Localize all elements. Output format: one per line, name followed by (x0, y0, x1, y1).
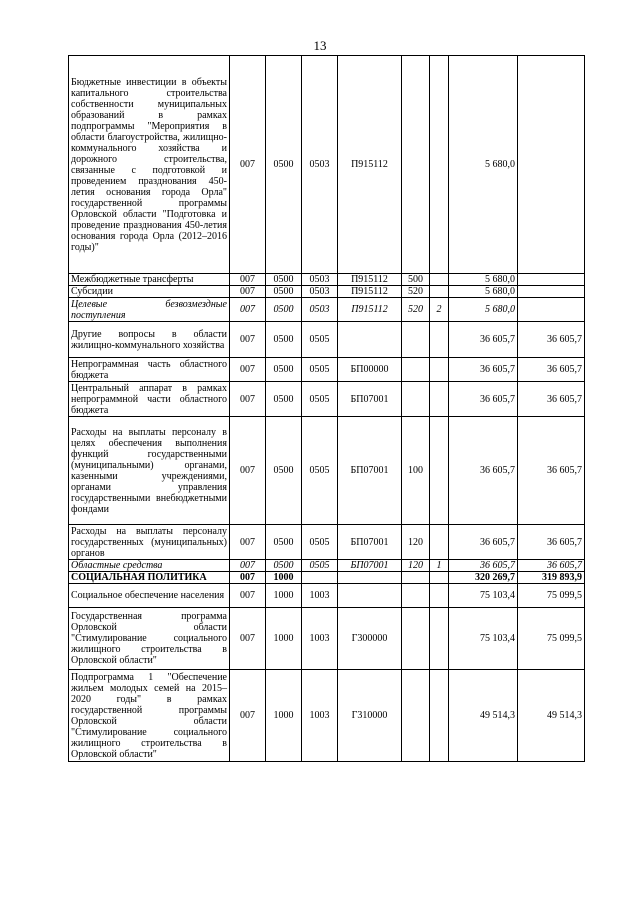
cell-target-article: БП07001 (338, 560, 402, 572)
cell-amount-actual: 36 605,7 (518, 525, 585, 560)
cell-expense-type: 520 (402, 286, 430, 298)
cell-expense-type: 120 (402, 560, 430, 572)
cell-grbs: 007 (230, 584, 266, 608)
cell-funding-source (430, 286, 449, 298)
cell-amount-plan: 320 269,7 (449, 572, 518, 584)
cell-razdel: 1000 (266, 608, 302, 670)
table-row (69, 274, 585, 286)
cell-podrazdel: 0505 (302, 358, 338, 382)
cell-amount-plan: 36 605,7 (449, 560, 518, 572)
cell-name: Субсидии (69, 286, 230, 298)
cell-razdel: 0500 (266, 56, 302, 274)
cell-podrazdel: 1003 (302, 584, 338, 608)
cell-amount-actual: 36 605,7 (518, 560, 585, 572)
cell-expense-type (402, 358, 430, 382)
cell-target-article: Г300000 (338, 608, 402, 670)
cell-target-article: БП00000 (338, 358, 402, 382)
cell-funding-source (430, 584, 449, 608)
cell-name: Подпрограмма 1 "Обеспечение жильем молодых семей на 2015–2020 годы" в рамках государственной программы Орловской области "Стимулирование социального жилищного строительства в Орловской области" (69, 670, 230, 762)
cell-funding-source (430, 608, 449, 670)
cell-expense-type: 520 (402, 298, 430, 322)
cell-funding-source (430, 382, 449, 417)
cell-name: Социальное обеспечение населения (69, 584, 230, 608)
table-row (69, 382, 585, 417)
cell-expense-type (402, 322, 430, 358)
cell-funding-source (430, 56, 449, 274)
cell-podrazdel: 0505 (302, 560, 338, 572)
cell-podrazdel: 0505 (302, 382, 338, 417)
cell-expense-type (402, 584, 430, 608)
table-row (69, 584, 585, 608)
cell-amount-actual (518, 286, 585, 298)
table-row (69, 572, 585, 584)
cell-funding-source (430, 322, 449, 358)
cell-razdel: 0500 (266, 286, 302, 298)
cell-amount-plan: 5 680,0 (449, 56, 518, 274)
cell-grbs: 007 (230, 358, 266, 382)
cell-podrazdel (302, 572, 338, 584)
cell-expense-type: 500 (402, 274, 430, 286)
cell-razdel: 0500 (266, 274, 302, 286)
cell-expense-type (402, 572, 430, 584)
cell-target-article (338, 572, 402, 584)
cell-amount-plan: 5 680,0 (449, 286, 518, 298)
cell-expense-type (402, 608, 430, 670)
cell-amount-plan: 5 680,0 (449, 298, 518, 322)
cell-name: Непрограммная часть областного бюджета (69, 358, 230, 382)
cell-target-article: П915112 (338, 286, 402, 298)
table-body (69, 56, 585, 762)
table-row (69, 56, 585, 274)
cell-grbs: 007 (230, 286, 266, 298)
cell-amount-actual: 36 605,7 (518, 322, 585, 358)
cell-funding-source (430, 572, 449, 584)
cell-name: Целевые безвозмездные поступления (69, 298, 230, 322)
table-row (69, 358, 585, 382)
cell-expense-type (402, 56, 430, 274)
cell-podrazdel: 0503 (302, 298, 338, 322)
table-row (69, 322, 585, 358)
table-row (69, 417, 585, 525)
cell-target-article: БП07001 (338, 417, 402, 525)
cell-name: Государственная программа Орловской области "Стимулирование социального жилищного строительства в Орловской области" (69, 608, 230, 670)
table-row (69, 560, 585, 572)
cell-funding-source (430, 525, 449, 560)
cell-razdel: 0500 (266, 322, 302, 358)
cell-grbs: 007 (230, 572, 266, 584)
cell-funding-source (430, 670, 449, 762)
cell-expense-type (402, 382, 430, 417)
cell-amount-plan: 36 605,7 (449, 382, 518, 417)
cell-amount-plan: 36 605,7 (449, 358, 518, 382)
cell-funding-source: 2 (430, 298, 449, 322)
cell-name: Бюджетные инвестиции в объекты капитального строительства собственности муниципальных образований в рамках подпрограммы "Мероприятия в области благоустройства, жилищно-коммунального хозяйства и дорожного строительства, связанные с подготовкой и проведением празднования 450-летия основания города Орла" государственной программы Орловской области "Подготовка и проведение празднования 450-летия основания города Орла (2012–2016 годы)" (69, 56, 230, 274)
cell-grbs: 007 (230, 274, 266, 286)
cell-amount-actual: 75 099,5 (518, 584, 585, 608)
table-row (69, 286, 585, 298)
cell-amount-actual (518, 56, 585, 274)
cell-podrazdel: 1003 (302, 608, 338, 670)
cell-target-article: П915112 (338, 274, 402, 286)
table-row (69, 525, 585, 560)
table-row (69, 608, 585, 670)
table-row (69, 670, 585, 762)
cell-podrazdel: 0505 (302, 417, 338, 525)
cell-podrazdel: 0503 (302, 56, 338, 274)
cell-name: Центральный аппарат в рамках непрограммной части областного бюджета (69, 382, 230, 417)
cell-target-article: БП07001 (338, 382, 402, 417)
cell-grbs: 007 (230, 608, 266, 670)
cell-podrazdel: 1003 (302, 670, 338, 762)
cell-name: Областные средства (69, 560, 230, 572)
cell-razdel: 0500 (266, 298, 302, 322)
cell-name: СОЦИАЛЬНАЯ ПОЛИТИКА (69, 572, 230, 584)
cell-podrazdel: 0503 (302, 274, 338, 286)
cell-funding-source (430, 417, 449, 525)
cell-amount-actual: 49 514,3 (518, 670, 585, 762)
cell-podrazdel: 0505 (302, 322, 338, 358)
page-number: 13 (313, 38, 327, 53)
cell-podrazdel: 0503 (302, 286, 338, 298)
cell-amount-actual: 319 893,9 (518, 572, 585, 584)
cell-target-article: БП07001 (338, 525, 402, 560)
cell-amount-actual (518, 274, 585, 286)
cell-amount-plan: 75 103,4 (449, 608, 518, 670)
cell-name: Расходы на выплаты персоналу государственных (муниципальных) органов (69, 525, 230, 560)
cell-razdel: 0500 (266, 358, 302, 382)
cell-grbs: 007 (230, 298, 266, 322)
cell-razdel: 0500 (266, 560, 302, 572)
cell-razdel: 0500 (266, 525, 302, 560)
cell-expense-type: 120 (402, 525, 430, 560)
cell-amount-actual: 36 605,7 (518, 382, 585, 417)
cell-amount-actual (518, 298, 585, 322)
cell-target-article (338, 322, 402, 358)
cell-funding-source (430, 358, 449, 382)
cell-target-article (338, 584, 402, 608)
cell-name: Расходы на выплаты персоналу в целях обеспечения выполнения функций государственными (муниципальными) органами, казенными учреждениями, органами управления государственными внебюджетными фондами (69, 417, 230, 525)
cell-razdel: 0500 (266, 417, 302, 525)
cell-target-article: П915112 (338, 56, 402, 274)
cell-name: Межбюджетные трансферты (69, 274, 230, 286)
cell-amount-actual: 36 605,7 (518, 358, 585, 382)
cell-grbs: 007 (230, 322, 266, 358)
cell-amount-plan: 49 514,3 (449, 670, 518, 762)
cell-amount-plan: 36 605,7 (449, 322, 518, 358)
cell-target-article: Г310000 (338, 670, 402, 762)
cell-name: Другие вопросы в области жилищно-коммунального хозяйства (69, 322, 230, 358)
cell-expense-type: 100 (402, 417, 430, 525)
cell-grbs: 007 (230, 670, 266, 762)
cell-razdel: 1000 (266, 670, 302, 762)
cell-grbs: 007 (230, 56, 266, 274)
cell-grbs: 007 (230, 525, 266, 560)
cell-razdel: 1000 (266, 584, 302, 608)
cell-podrazdel: 0505 (302, 525, 338, 560)
cell-amount-plan: 36 605,7 (449, 417, 518, 525)
cell-amount-plan: 75 103,4 (449, 584, 518, 608)
table-row (69, 298, 585, 322)
cell-amount-actual: 75 099,5 (518, 608, 585, 670)
cell-razdel: 1000 (266, 572, 302, 584)
cell-amount-plan: 36 605,7 (449, 525, 518, 560)
cell-grbs: 007 (230, 382, 266, 417)
cell-razdel: 0500 (266, 382, 302, 417)
cell-grbs: 007 (230, 560, 266, 572)
cell-funding-source: 1 (430, 560, 449, 572)
cell-funding-source (430, 274, 449, 286)
cell-grbs: 007 (230, 417, 266, 525)
cell-amount-plan: 5 680,0 (449, 274, 518, 286)
cell-expense-type (402, 670, 430, 762)
cell-target-article: П915112 (338, 298, 402, 322)
cell-amount-actual: 36 605,7 (518, 417, 585, 525)
budget-table (68, 55, 585, 762)
